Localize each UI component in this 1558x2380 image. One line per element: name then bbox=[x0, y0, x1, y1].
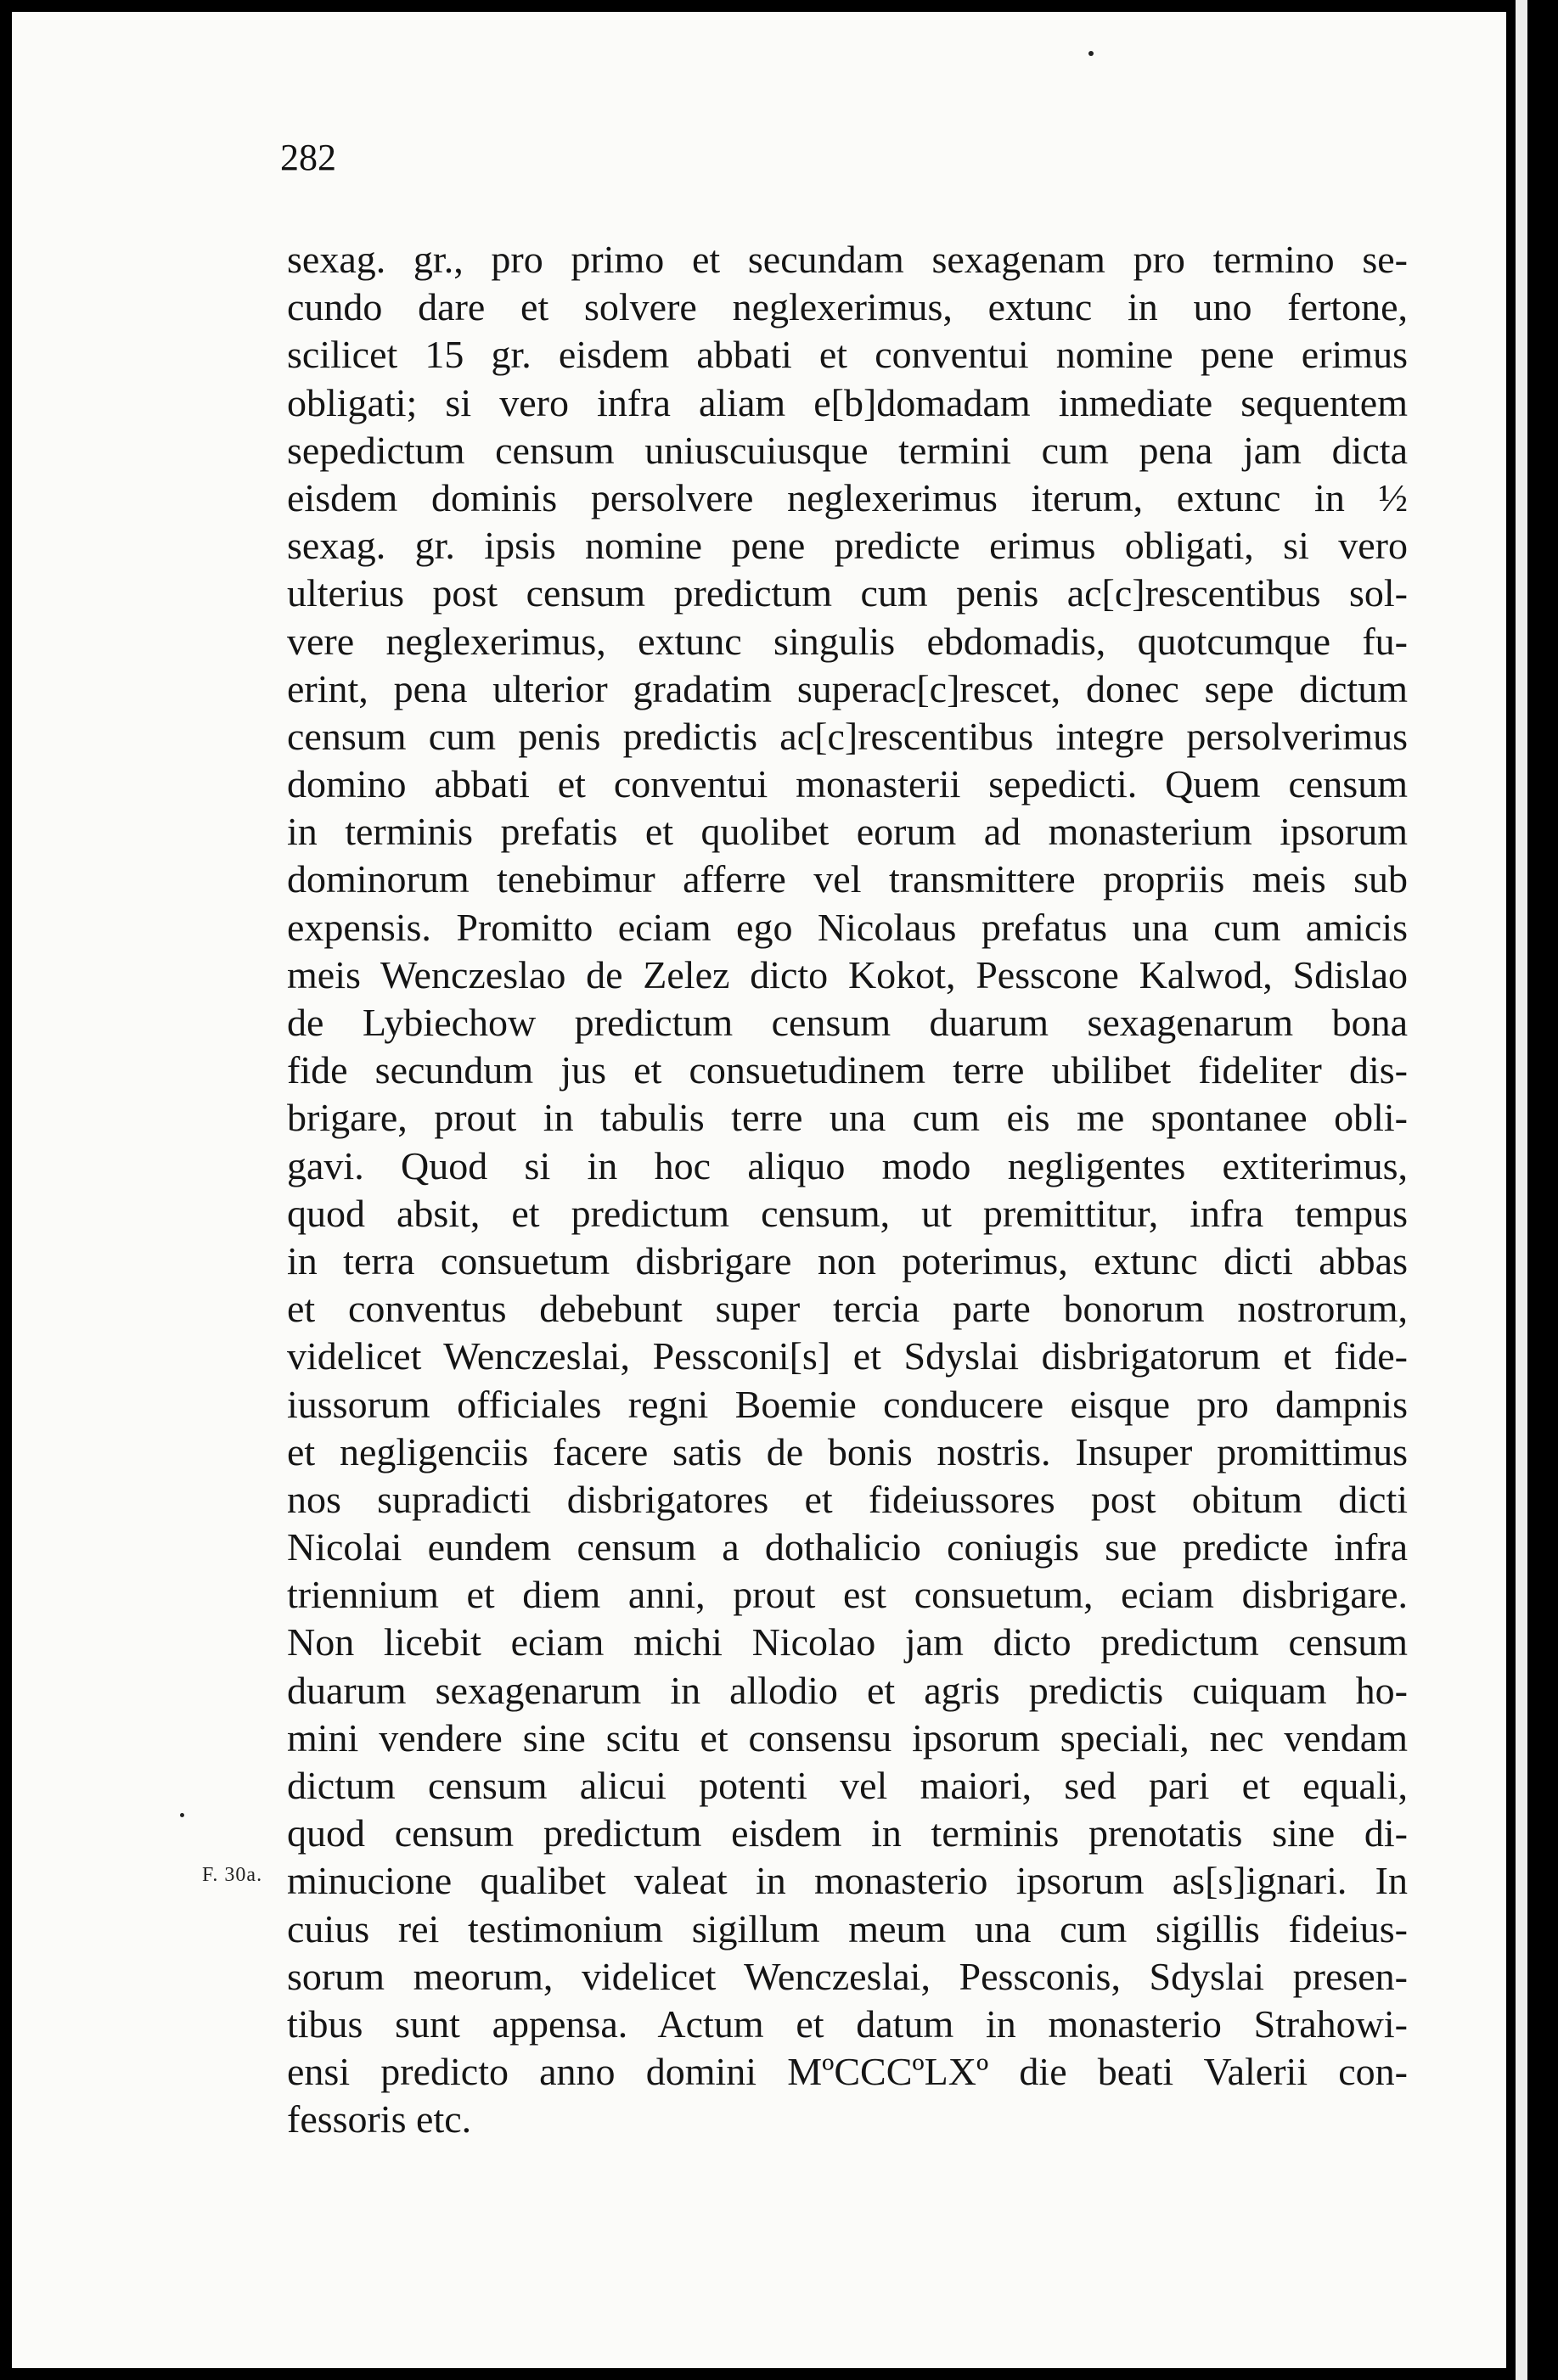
text-line: minucione qualibet valeat in monasterio ipsorum as[s]ignari. In bbox=[287, 1859, 1408, 1903]
text-line: brigare, prout in tabulis terre una cum eis me spontanee obli- bbox=[287, 1096, 1408, 1140]
text-line: cuius rei testimonium sigillum meum una cum sigillis fideius- bbox=[287, 1906, 1408, 1951]
speck-mark bbox=[180, 1813, 184, 1817]
text-line: Nicolai eundem censum a dothalicio coniugis sue predicte infra bbox=[287, 1525, 1408, 1569]
text-line: nos supradicti disbrigatores et fideiussores post obitum dicti bbox=[287, 1477, 1408, 1521]
text-line: erint, pena ulterior gradatim superac[c]rescet, donec sepe dictum bbox=[287, 666, 1408, 710]
text-line: tibus sunt appensa. Actum et datum in monasterio Strahowi- bbox=[287, 2001, 1408, 2046]
text-line: vere neglexerimus, extunc singulis ebdomadis, quotcumque fu- bbox=[287, 619, 1408, 663]
text-line: obligati; si vero infra aliam e[b]domadam inmediate sequentem bbox=[287, 380, 1408, 424]
text-line: et conventus debebunt super tercia parte bonorum nostrorum, bbox=[287, 1287, 1408, 1331]
text-line: mini vendere sine scitu et consensu ipsorum speciali, nec vendam bbox=[287, 1715, 1408, 1760]
text-line: domino abbati et conventui monasterii sepedicti. Quem censum bbox=[287, 762, 1408, 806]
text-line: fide secundum jus et consuetudinem terre ubilibet fideliter dis- bbox=[287, 1048, 1408, 1092]
text-line: iussorum officiales regni Boemie conducere eisque pro dampnis bbox=[287, 1382, 1408, 1426]
text-line: in terra consuetum disbrigare non poterimus, extunc dicti abbas bbox=[287, 1238, 1408, 1283]
text-line: ensi predicto anno domini MºCCCºLXº die beati Valerii con- bbox=[287, 2050, 1408, 2094]
folio-margin-note: F. 30a. bbox=[202, 1864, 263, 1886]
text-line: duarum sexagenarum in allodio et agris predictis cuiquam ho- bbox=[287, 1668, 1408, 1712]
text-line: sexag. gr. ipsis nomine pene predicte erimus obligati, si vero bbox=[287, 524, 1408, 568]
text-line: expensis. Promitto eciam ego Nicolaus prefatus una cum amicis bbox=[287, 905, 1408, 949]
text-line: gavi. Quod si in hoc aliquo modo negligentes extiterimus, bbox=[287, 1143, 1408, 1187]
text-line: Non licebit eciam michi Nicolao jam dicto predictum censum bbox=[287, 1620, 1408, 1664]
page-edge bbox=[1516, 0, 1527, 2380]
text-line: dictum censum alicui potenti vel maiori, sed pari et equali, bbox=[287, 1764, 1408, 1807]
text-line: et negligenciis facere satis de bonis nostris. Insuper promittimus bbox=[287, 1429, 1408, 1473]
text-line: sepedictum censum uniuscuiusque termini cum pena jam dicta bbox=[287, 428, 1408, 472]
body-text bbox=[287, 236, 1408, 2144]
text-line: sexag. gr., pro primo et secundam sexagenam pro termino se- bbox=[287, 238, 1408, 281]
text-line: dominorum tenebimur afferre vel transmittere propriis meis sub bbox=[287, 857, 1408, 901]
text-line: sorum meorum, videlicet Wenczeslai, Pessconis, Sdyslai presen- bbox=[287, 1954, 1408, 1998]
text-line: fessoris etc. bbox=[287, 2097, 472, 2141]
text-line: meis Wenczeslao de Zelez dicto Kokot, Pesscone Kalwod, Sdislao bbox=[287, 952, 1408, 996]
text-line: quod censum predictum eisdem in terminis prenotatis sine di- bbox=[287, 1811, 1408, 1855]
text-line: ulterius post censum predictum cum penis ac[c]rescentibus sol- bbox=[287, 571, 1408, 615]
page-number: 282 bbox=[280, 137, 336, 178]
text-line: triennium et diem anni, prout est consuetum, eciam disbrigare. bbox=[287, 1573, 1408, 1617]
text-line: quod absit, et predictum censum, ut premittitur, infra tempus bbox=[287, 1191, 1408, 1235]
text-line: in terminis prefatis et quolibet eorum ad monasterium ipsorum bbox=[287, 810, 1408, 854]
text-line: videlicet Wenczeslai, Pessconi[s] et Sdyslai disbrigatorum et fide- bbox=[287, 1334, 1408, 1378]
text-line: cundo dare et solvere neglexerimus, extunc in uno fertone, bbox=[287, 285, 1408, 329]
speck-mark bbox=[1088, 51, 1094, 56]
text-line: eisdem dominis persolvere neglexerimus iterum, extunc in ½ bbox=[287, 475, 1408, 519]
text-line: censum cum penis predictis ac[c]rescentibus integre persolverimus bbox=[287, 714, 1408, 758]
text-line: scilicet 15 gr. eisdem abbati et conventui nomine pene erimus bbox=[287, 333, 1408, 377]
text-line: de Lybiechow predictum censum duarum sexagenarum bona bbox=[287, 1001, 1408, 1044]
